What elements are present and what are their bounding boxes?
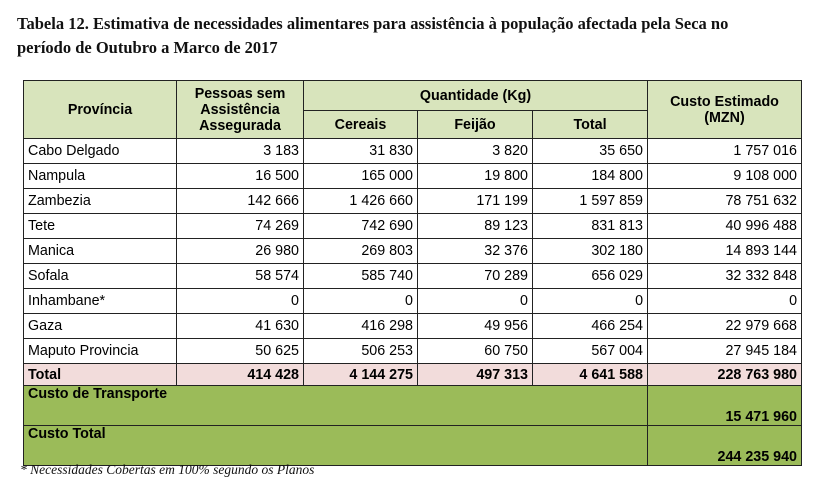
cell-pessoas: 26 980 xyxy=(177,239,304,264)
cell-pessoas: 0 xyxy=(177,289,304,314)
table-row xyxy=(24,214,802,239)
cell-custo: 9 108 000 xyxy=(648,164,802,189)
cell-total: 466 254 xyxy=(533,314,648,339)
transport-cost-label: Custo de Transporte xyxy=(24,386,648,426)
table-row xyxy=(24,314,802,339)
cell-pessoas: 50 625 xyxy=(177,339,304,364)
cell-custo: 22 979 668 xyxy=(648,314,802,339)
total-row xyxy=(24,364,802,386)
cell-provincia: Nampula xyxy=(24,164,177,189)
table-row xyxy=(24,289,802,314)
total-custo: 228 763 980 xyxy=(648,364,802,386)
cell-total: 35 650 xyxy=(533,139,648,164)
header-cereais: Cereais xyxy=(304,111,418,139)
cell-feijao: 171 199 xyxy=(418,189,533,214)
cell-total: 302 180 xyxy=(533,239,648,264)
table-caption xyxy=(17,12,817,60)
cell-pessoas: 58 574 xyxy=(177,264,304,289)
cell-total: 184 800 xyxy=(533,164,648,189)
cell-cereais: 165 000 xyxy=(304,164,418,189)
header-quantidade: Quantidade (Kg) xyxy=(304,81,648,111)
cell-provincia: Tete xyxy=(24,214,177,239)
header-feijao: Feijão xyxy=(418,111,533,139)
cell-provincia: Inhambane* xyxy=(24,289,177,314)
header-custo: Custo Estimado (MZN) xyxy=(648,81,802,139)
footnote: * Necessidades Cobertas em 100% segundo os Planos xyxy=(20,462,315,477)
header-pessoas: Pessoas sem Assistência Assegurada xyxy=(177,81,304,139)
cell-cereais: 742 690 xyxy=(304,214,418,239)
cell-cereais: 0 xyxy=(304,289,418,314)
total-total: 4 641 588 xyxy=(533,364,648,386)
cell-feijao: 0 xyxy=(418,289,533,314)
cell-pessoas: 16 500 xyxy=(177,164,304,189)
cell-custo: 32 332 848 xyxy=(648,264,802,289)
cell-custo: 27 945 184 xyxy=(648,339,802,364)
cell-pessoas: 3 183 xyxy=(177,139,304,164)
cell-custo: 0 xyxy=(648,289,802,314)
header-provincia: Província xyxy=(24,81,177,139)
total-pessoas: 414 428 xyxy=(177,364,304,386)
cell-cereais: 1 426 660 xyxy=(304,189,418,214)
cell-feijao: 60 750 xyxy=(418,339,533,364)
cell-provincia: Zambezia xyxy=(24,189,177,214)
cell-feijao: 3 820 xyxy=(418,139,533,164)
header-total: Total xyxy=(533,111,648,139)
cell-total: 567 004 xyxy=(533,339,648,364)
table-row xyxy=(24,164,802,189)
caption-line-2: período de Outubro a Marco de 2017 xyxy=(17,38,278,57)
cell-provincia: Cabo Delgado xyxy=(24,139,177,164)
total-cost-row xyxy=(24,426,802,466)
cell-custo: 78 751 632 xyxy=(648,189,802,214)
total-cost-label: Custo Total xyxy=(24,426,648,466)
cell-cereais: 585 740 xyxy=(304,264,418,289)
cell-cereais: 506 253 xyxy=(304,339,418,364)
cell-total: 0 xyxy=(533,289,648,314)
cell-cereais: 269 803 xyxy=(304,239,418,264)
cell-feijao: 32 376 xyxy=(418,239,533,264)
total-feijao: 497 313 xyxy=(418,364,533,386)
caption-line-1: Tabela 12. Estimativa de necessidades alimentares para assistência à população afectada pela Seca no xyxy=(17,14,729,33)
cell-feijao: 89 123 xyxy=(418,214,533,239)
cell-total: 1 597 859 xyxy=(533,189,648,214)
cell-pessoas: 142 666 xyxy=(177,189,304,214)
total-cereais: 4 144 275 xyxy=(304,364,418,386)
cell-pessoas: 74 269 xyxy=(177,214,304,239)
transport-cost-row xyxy=(24,386,802,426)
cell-feijao: 19 800 xyxy=(418,164,533,189)
total-label: Total xyxy=(24,364,177,386)
table-row xyxy=(24,239,802,264)
cell-provincia: Sofala xyxy=(24,264,177,289)
cell-provincia: Manica xyxy=(24,239,177,264)
cell-custo: 40 996 488 xyxy=(648,214,802,239)
cell-total: 656 029 xyxy=(533,264,648,289)
total-cost-value: 244 235 940 xyxy=(648,426,802,466)
food-needs-table xyxy=(23,80,802,466)
cell-custo: 14 893 144 xyxy=(648,239,802,264)
transport-cost-value: 15 471 960 xyxy=(648,386,802,426)
cell-cereais: 31 830 xyxy=(304,139,418,164)
cell-pessoas: 41 630 xyxy=(177,314,304,339)
cell-provincia: Maputo Provincia xyxy=(24,339,177,364)
cell-provincia: Gaza xyxy=(24,314,177,339)
cell-custo: 1 757 016 xyxy=(648,139,802,164)
table-row xyxy=(24,339,802,364)
cell-feijao: 70 289 xyxy=(418,264,533,289)
cell-cereais: 416 298 xyxy=(304,314,418,339)
table-row xyxy=(24,189,802,214)
cell-total: 831 813 xyxy=(533,214,648,239)
table-row xyxy=(24,264,802,289)
table-row xyxy=(24,139,802,164)
cell-feijao: 49 956 xyxy=(418,314,533,339)
